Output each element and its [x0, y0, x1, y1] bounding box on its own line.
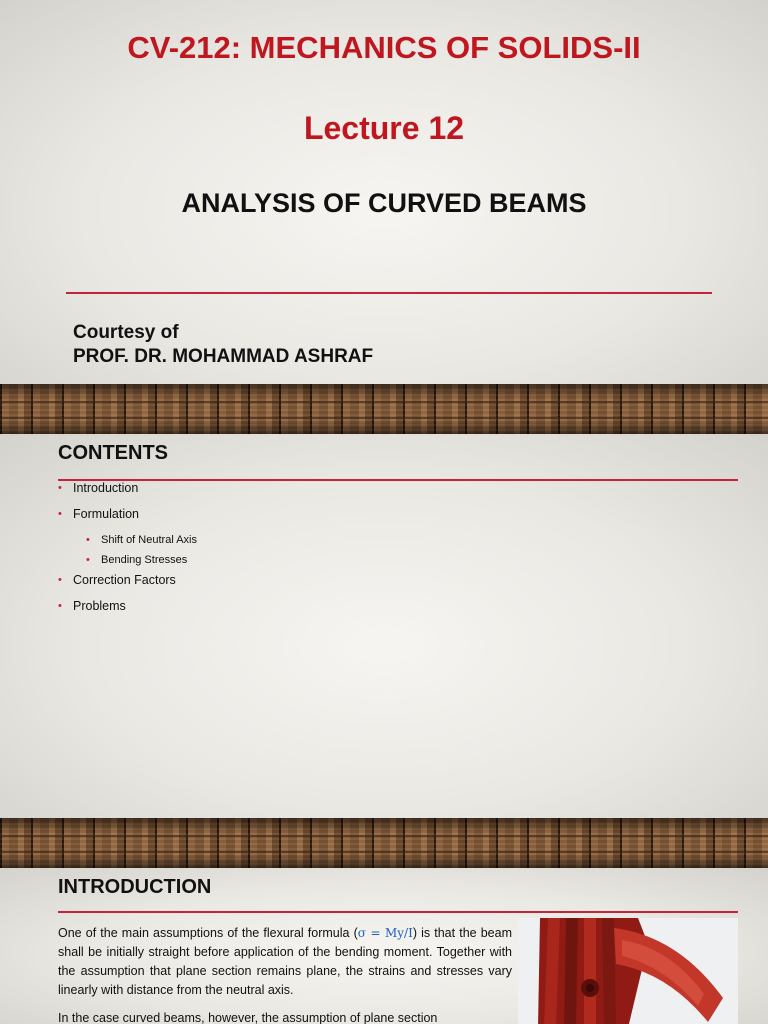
toc-item-introduction: • Introduction [58, 480, 197, 506]
course-title: CV-212: MECHANICS OF SOLIDS-II [127, 30, 641, 65]
introduction-slide [0, 868, 768, 1024]
toc-item-correction-factors: • Correction Factors [58, 572, 197, 598]
wood-floor-banner [0, 818, 768, 868]
introduction-divider [58, 911, 738, 913]
introduction-heading: INTRODUCTION [58, 876, 212, 898]
courtesy-label: Courtesy of [73, 322, 179, 343]
plank-seam [0, 835, 768, 837]
plank-seam [0, 851, 768, 853]
contents-slide [0, 434, 768, 818]
lecture-topic: ANALYSIS OF CURVED BEAMS [181, 188, 587, 218]
title-divider [66, 292, 712, 294]
contents-list [58, 480, 197, 624]
introduction-paragraph-1: One of the main assumptions of the flexural formula (σ = My/I) is that the beam shall be initially straight before application of the bending moment. Together with the assumption that plane section remains plane, the strains and stresses vary linearly with distance from the neutral axis. [58, 926, 513, 997]
introduction-text [58, 924, 512, 1024]
contents-heading: CONTENTS [58, 442, 168, 464]
lecture-number: Lecture 12 [303, 110, 465, 146]
crane-hook-illustration [518, 918, 738, 1024]
toc-subitem-shift-of-neutral-axis: • Shift of Neutral Axis [58, 532, 197, 552]
toc-item-formulation: • Formulation [58, 506, 197, 532]
toc-item-problems: • Problems [58, 598, 197, 624]
plank-seam [0, 417, 768, 419]
curved-beam-photo [518, 918, 738, 1024]
wood-floor-banner [0, 384, 768, 434]
toc-subitem-bending-stresses: • Bending Stresses [58, 552, 197, 572]
flexural-formula: σ = My/I [357, 926, 413, 940]
plank-seam [0, 401, 768, 403]
introduction-paragraph-2: In the case curved beams, however, the assumption of plane section [58, 1011, 438, 1024]
courtesy-block [73, 321, 373, 369]
author-name: PROF. DR. MOHAMMAD ASHRAF [73, 346, 374, 367]
title-slide [0, 0, 768, 384]
